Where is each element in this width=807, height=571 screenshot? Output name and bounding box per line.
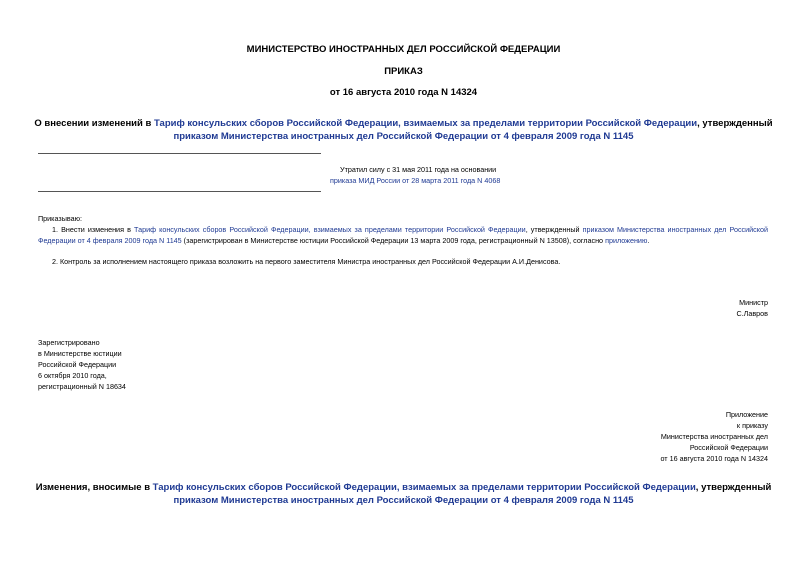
appendix-line: Российской Федерации <box>689 443 768 452</box>
p1-appendix-link[interactable]: приложению <box>605 236 648 245</box>
title-middle: , утвержденный <box>697 118 773 129</box>
changes-order-link[interactable]: приказом Министерства иностранных дел Российской Федерации от 4 февраля 2009 года N 1145 <box>173 495 634 506</box>
p1-text-c: (зарегистрирован в Министерстве юстиции Российской Федерации 13 марта 2009 года, регистрационный N 13508), согласно <box>181 236 606 245</box>
p1-tariff-link[interactable]: Тариф консульских сборов Российской Федерации, взимаемых за пределами территории Российской Федерации <box>134 225 526 234</box>
paragraph-1 <box>38 224 768 246</box>
signature-block <box>600 297 768 319</box>
appendix-block <box>568 409 768 464</box>
appendix-line: Приложение <box>725 410 768 419</box>
doc-date-number: от 16 августа 2010 года N 14324 <box>329 87 478 98</box>
p1-text-d: . <box>647 236 650 245</box>
registration-line: Зарегистрировано <box>38 338 100 347</box>
registration-line: 6 октября 2010 года, <box>38 371 107 380</box>
changes-title <box>0 481 807 507</box>
registration-line: в Министерстве юстиции <box>38 349 122 358</box>
order-word: Приказываю: <box>38 214 82 223</box>
ministry-heading: МИНИСТЕРСТВО ИНОСТРАННЫХ ДЕЛ РОССИЙСКОЙ ФЕДЕРАЦИИ <box>246 44 561 55</box>
p1-text-a: 1. Внести изменения в <box>52 225 135 234</box>
doc-type-heading: ПРИКАЗ <box>384 66 423 77</box>
status-rule-top <box>38 153 321 154</box>
signature-name: С.Лавров <box>736 309 768 318</box>
registration-block <box>38 337 238 392</box>
appendix-line: от 16 августа 2010 года N 14324 <box>660 454 768 463</box>
registration-line: регистрационный N 18634 <box>38 382 126 391</box>
appendix-line: к приказу <box>736 421 768 430</box>
p1-order-link[interactable]: приказом Министерства иностранных дел Российской Федерации от 4 февраля 2009 года N 1145 <box>38 225 769 245</box>
document-title <box>0 117 807 143</box>
title-order-link[interactable]: приказом Министерства иностранных дел Российской Федерации от 4 февраля 2009 года N 1145 <box>173 131 634 142</box>
status-block <box>330 164 530 186</box>
changes-middle: , утвержденный <box>695 482 772 493</box>
appendix-line: Министерства иностранных дел <box>660 432 768 441</box>
p1-text-b: , утвержденный <box>525 225 583 234</box>
title-tariff-link[interactable]: Тариф консульских сборов Российской Федерации, взимаемых за пределами территории Российской Федерации <box>153 118 698 129</box>
status-link[interactable]: приказа МИД России от 28 марта 2011 года N 4068 <box>330 176 501 185</box>
registration-line: Российской Федерации <box>38 360 117 369</box>
paragraph-2: 2. Контроль за исполнением настоящего приказа возложить на первого заместителя Министра иностранных дел Российской Федерации А.И.Денисова. <box>52 257 561 266</box>
changes-tariff-link[interactable]: Тариф консульских сборов Российской Федерации, взимаемых за пределами территории Российской Федерации <box>152 482 696 493</box>
changes-prefix: Изменения, вносимые в <box>35 482 153 493</box>
title-prefix: О внесении изменений в <box>34 118 154 129</box>
status-text: Утратил силу с 31 мая 2011 года на основании <box>340 165 497 174</box>
signature-position: Министр <box>739 298 768 307</box>
status-rule-bottom <box>38 191 321 192</box>
